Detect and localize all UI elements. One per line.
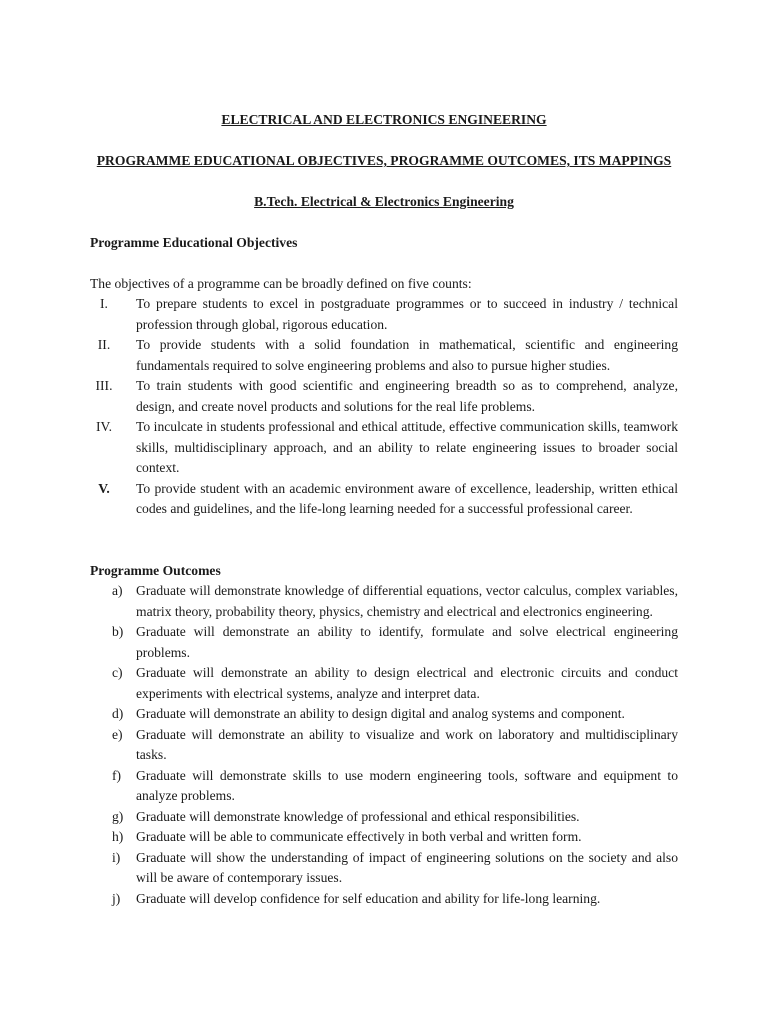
outcome-text: Graduate will develop confidence for self education and ability for life-long learning. <box>136 890 601 906</box>
outcomes-section-title: Programme Outcomes <box>90 563 221 578</box>
objective-item <box>90 294 678 335</box>
outcome-marker: c) <box>112 665 123 680</box>
outcome-item <box>90 848 678 889</box>
objective-item <box>90 376 678 417</box>
outcome-marker: e) <box>112 726 123 742</box>
objective-text: To provide student with an academic environment aware of excellence, leadership, written ethical codes and guidelines, and the life-long learning needed for a successful professional career. <box>136 480 678 516</box>
objective-text: To inculcate in students professional and ethical attitude, effective communication skills, teamwork skills, multidisciplinary approach, and an ability to relate engineering issues to broader social context. <box>136 419 678 475</box>
outcome-item <box>90 766 678 807</box>
outcome-item <box>90 725 678 766</box>
objective-text: To prepare students to excel in postgraduate programmes or to succeed in industry / technical profession through global, rigorous education. <box>136 296 678 332</box>
outcome-text: Graduate will demonstrate an ability to design digital and analog systems and component. <box>136 706 625 721</box>
objective-marker: II. <box>97 337 111 352</box>
objective-item <box>90 417 678 479</box>
outcome-marker: g) <box>112 808 124 824</box>
outcomes-list <box>90 581 678 909</box>
outcome-text: Graduate will be able to communicate effectively in both verbal and written form. <box>136 829 582 844</box>
outcome-item <box>90 807 678 828</box>
outcome-item <box>90 704 678 725</box>
programme-subtitle: B.Tech. Electrical & Electronics Engineering <box>254 194 514 209</box>
objectives-section-title: Programme Educational Objectives <box>90 235 298 250</box>
objective-marker: III. <box>95 378 113 393</box>
outcome-text: Graduate will show the understanding of impact of engineering solutions on the society and also will be aware of contemporary issues. <box>136 849 678 885</box>
outcome-item <box>90 663 678 704</box>
objective-item <box>90 335 678 376</box>
objective-marker: I. <box>100 296 108 311</box>
outcome-marker: a) <box>112 583 123 598</box>
outcome-item <box>90 622 678 663</box>
outcome-text: Graduate will demonstrate an ability to design electrical and electronic circuits and conduct experiments with electrical systems, analyze and interpret data. <box>136 665 678 701</box>
outcome-text: Graduate will demonstrate an ability to visualize and work on laboratory and multidisciplinary tasks. <box>136 726 678 762</box>
outcome-marker: f) <box>112 767 122 783</box>
objectives-list <box>90 294 678 520</box>
outcome-marker: h) <box>112 829 124 844</box>
outcome-marker: j) <box>112 890 121 906</box>
outcome-text: Graduate will demonstrate knowledge of professional and ethical responsibilities. <box>136 808 580 824</box>
objective-item <box>90 479 678 520</box>
objective-text: To train students with good scientific and engineering breadth so as to comprehend, analyze, design, and create novel products and solutions for the real life problems. <box>136 378 678 414</box>
outcome-text: Graduate will demonstrate skills to use modern engineering tools, software and equipment to analyze problems. <box>136 767 678 803</box>
objective-marker: IV. <box>96 419 112 434</box>
outcome-marker: b) <box>112 624 124 639</box>
outcome-text: Graduate will demonstrate an ability to identify, formulate and solve electrical engineering problems. <box>136 624 678 660</box>
objectives-intro: The objectives of a programme can be broadly defined on five counts: <box>90 276 472 291</box>
objective-text: To provide students with a solid foundation in mathematical, scientific and engineering fundamentals required to solve engineering problems and also to pursue higher studies. <box>136 337 678 373</box>
outcome-marker: d) <box>112 706 124 721</box>
main-title: PROGRAMME EDUCATIONAL OBJECTIVES, PROGRAMME OUTCOMES, ITS MAPPINGS <box>96 153 672 168</box>
outcome-item <box>90 827 678 848</box>
outcome-item <box>90 889 678 910</box>
department-heading: ELECTRICAL AND ELECTRONICS ENGINEERING <box>221 112 547 127</box>
outcome-item <box>90 581 678 622</box>
outcome-marker: i) <box>112 849 121 865</box>
objective-marker: V. <box>98 480 110 496</box>
outcome-text: Graduate will demonstrate knowledge of differential equations, vector calculus, complex variables, matrix theory, probability theory, physics, chemistry and electrical and electronics engineering. <box>136 583 678 619</box>
